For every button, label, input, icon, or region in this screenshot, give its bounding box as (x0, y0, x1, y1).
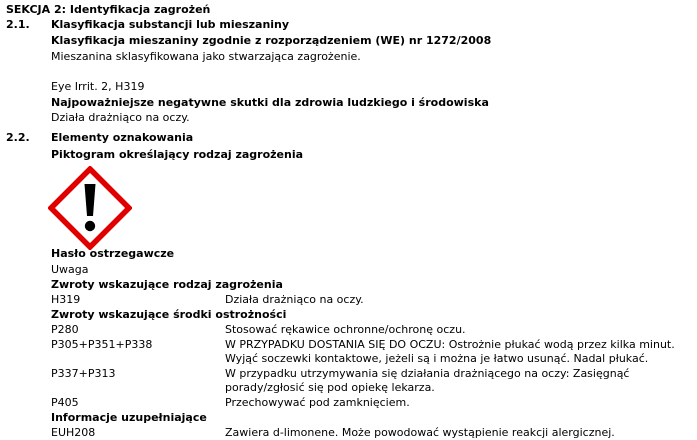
hazard-statement-text: Działa drażniąco na oczy. (225, 293, 364, 306)
precautionary-text-p305-line2: Wyjąć soczewki kontaktowe, jeżeli są i można je łatwo usunąć. Nadal płukać. (225, 352, 649, 365)
label-elements-heading: Elementy oznakowania (51, 131, 194, 144)
hazard-statements-heading: Zwroty wskazujące rodzaj zagrożenia (51, 278, 283, 291)
precautionary-text-p337-line1: W przypadku utrzymywania się działania drażniącego na oczy: Zasięgnąć (225, 367, 630, 380)
precautionary-text-p305-line1: W PRZYPADKU DOSTANIA SIĘ DO OCZU: Ostrożnie płukać wodą przez kilka minut. (225, 338, 675, 351)
effects-text: Działa drażniąco na oczy. (51, 111, 190, 124)
classification-subheading: Klasyfikacja mieszaniny zgodnie z rozporządzeniem (WE) nr 1272/2008 (51, 34, 492, 47)
pictogram-heading: Piktogram określający rodzaj zagrożenia (51, 148, 304, 161)
supplementary-heading: Informacje uzupełniające (51, 411, 207, 424)
effects-heading: Najpoważniejsze negatywne skutki dla zdrowia ludzkiego i środowiska (51, 96, 489, 109)
section-title: SEKCJA 2: Identyfikacja zagrożeń (6, 3, 211, 16)
classification-heading: Klasyfikacja substancji lub mieszaniny (51, 18, 290, 31)
precautionary-code-p337: P337+P313 (51, 367, 116, 380)
supplementary-code: EUH208 (51, 426, 96, 439)
section-number-2-2: 2.2. (6, 131, 30, 144)
precautionary-text-p405: Przechowywać pod zamknięciem. (225, 396, 410, 409)
section-number-2-1: 2.1. (6, 18, 30, 31)
signal-word-heading: Hasło ostrzegawcze (51, 247, 175, 260)
precautionary-code-p280: P280 (51, 323, 79, 336)
signal-word: Uwaga (51, 263, 89, 276)
supplementary-text: Zawiera d-limonene. Może powodować wystąpienie reakcji alergicznej. (225, 426, 615, 439)
ghs07-exclamation-mark-icon (48, 166, 132, 250)
hazard-class: Eye Irrit. 2, H319 (51, 80, 145, 93)
hazard-statement-code: H319 (51, 293, 81, 306)
precautionary-code-p305: P305+P351+P338 (51, 338, 153, 351)
precautionary-text-p337-line2: porady/zgłosić się pod opiekę lekarza. (225, 381, 435, 394)
classification-text: Mieszanina sklasyfikowana jako stwarzająca zagrożenie. (51, 50, 361, 63)
precautionary-heading: Zwroty wskazujące środki ostrożności (51, 308, 287, 321)
precautionary-text-p280: Stosować rękawice ochronne/ochronę oczu. (225, 323, 466, 336)
precautionary-code-p405: P405 (51, 396, 79, 409)
exclamation-dot (85, 221, 95, 231)
